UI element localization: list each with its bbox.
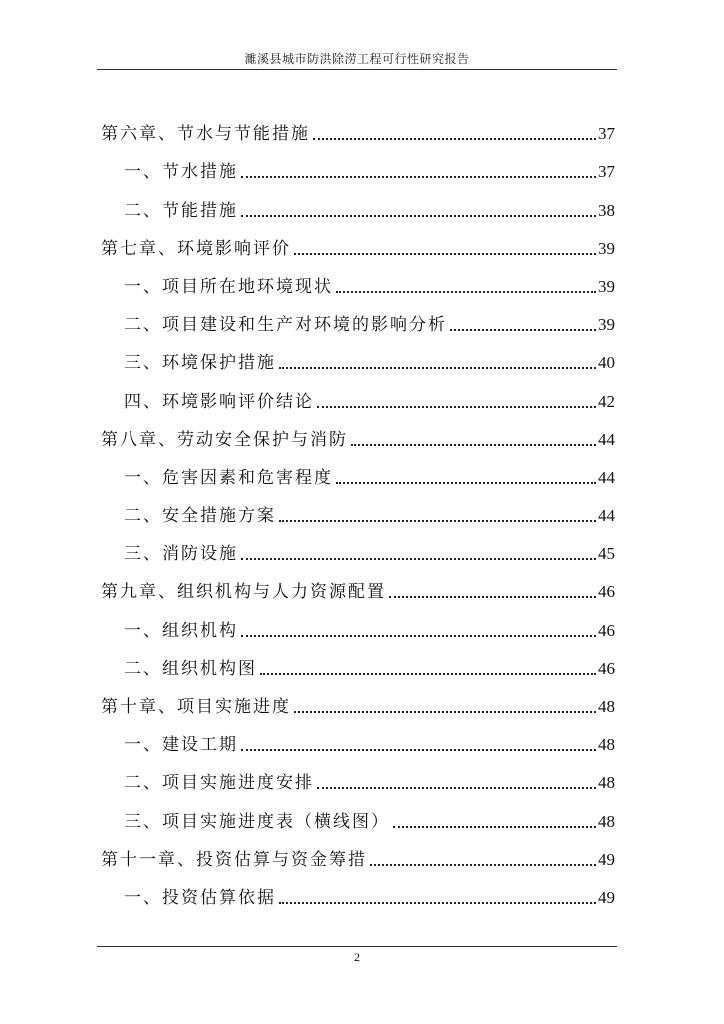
toc-entry-label: 三、消防设施 xyxy=(124,544,238,565)
table-of-contents xyxy=(97,107,615,909)
toc-section-entry[interactable] xyxy=(97,298,615,336)
toc-section-entry[interactable] xyxy=(97,374,615,412)
toc-section-entry[interactable] xyxy=(97,489,615,527)
toc-entry-page: 44 xyxy=(598,467,615,487)
toc-entry-page: 44 xyxy=(598,429,615,449)
toc-section-entry[interactable] xyxy=(97,871,615,909)
toc-dot-leader xyxy=(370,864,596,866)
toc-dot-leader xyxy=(389,596,596,598)
toc-dot-leader xyxy=(241,558,596,560)
toc-entry-page: 37 xyxy=(598,124,615,144)
toc-entry-page: 38 xyxy=(598,200,615,220)
toc-entry-page: 48 xyxy=(598,735,615,755)
toc-entry-label: 第六章、节水与节能措施 xyxy=(101,124,310,145)
toc-dot-leader xyxy=(279,367,596,369)
toc-entry-label: 第七章、环境影响评价 xyxy=(101,238,291,259)
toc-chapter-entry[interactable] xyxy=(97,680,615,718)
toc-entry-page: 49 xyxy=(598,849,615,869)
toc-entry-page: 48 xyxy=(598,697,615,716)
toc-section-entry[interactable] xyxy=(97,145,615,183)
toc-entry-page: 48 xyxy=(598,811,615,831)
running-header: 濉溪县城市防洪除涝工程可行性研究报告 xyxy=(244,52,470,66)
footer-divider xyxy=(97,946,617,947)
toc-section-entry[interactable] xyxy=(97,794,615,832)
toc-dot-leader xyxy=(241,215,596,217)
toc-dot-leader xyxy=(279,520,596,522)
toc-entry-label: 四、环境影响评价结论 xyxy=(124,391,314,412)
toc-entry-page: 46 xyxy=(598,620,615,640)
toc-dot-leader xyxy=(336,291,596,293)
toc-section-entry[interactable] xyxy=(97,603,615,641)
toc-section-entry[interactable] xyxy=(97,183,615,221)
toc-section-entry[interactable] xyxy=(97,451,615,489)
toc-dot-leader xyxy=(317,787,596,789)
toc-entry-label: 一、组织机构 xyxy=(124,620,238,641)
toc-entry-label: 三、环境保护措施 xyxy=(124,353,276,374)
toc-entry-label: 第十一章、投资估算与资金筹措 xyxy=(101,849,367,870)
toc-dot-leader xyxy=(351,444,596,446)
toc-entry-page: 42 xyxy=(598,391,615,411)
toc-entry-label: 二、项目实施进度安排 xyxy=(124,773,314,794)
toc-entry-label: 第九章、组织机构与人力资源配置 xyxy=(101,582,386,603)
toc-entry-label: 二、项目建设和生产对环境的影响分析 xyxy=(124,315,447,336)
toc-chapter-entry[interactable] xyxy=(97,833,615,871)
toc-entry-label: 一、危害因素和危害程度 xyxy=(124,467,333,488)
toc-entry-label: 一、节水措施 xyxy=(124,162,238,183)
toc-entry-label: 第八章、劳动安全保护与消防 xyxy=(101,429,348,450)
toc-dot-leader xyxy=(336,482,596,484)
page-number: 2 xyxy=(354,950,360,964)
toc-entry-label: 二、安全措施方案 xyxy=(124,506,276,527)
toc-dot-leader xyxy=(313,138,596,140)
toc-entry-page: 48 xyxy=(598,773,615,793)
toc-entry-page: 39 xyxy=(598,276,615,296)
toc-chapter-entry[interactable] xyxy=(97,565,615,603)
toc-entry-page: 40 xyxy=(598,353,615,373)
toc-entry-page: 44 xyxy=(598,506,615,526)
toc-entry-label: 三、项目实施进度表（横线图） xyxy=(124,811,390,832)
toc-chapter-entry[interactable] xyxy=(97,107,615,145)
toc-dot-leader xyxy=(294,253,596,255)
toc-dot-leader xyxy=(294,711,596,713)
toc-dot-leader xyxy=(450,329,596,331)
header-divider xyxy=(97,69,617,70)
toc-dot-leader xyxy=(241,176,596,178)
toc-chapter-entry[interactable] xyxy=(97,222,615,260)
toc-entry-label: 一、投资估算依据 xyxy=(124,887,276,908)
toc-entry-page: 37 xyxy=(598,162,615,182)
toc-entry-page: 39 xyxy=(598,238,615,258)
toc-section-entry[interactable] xyxy=(97,642,615,680)
toc-dot-leader xyxy=(279,902,596,904)
toc-section-entry[interactable] xyxy=(97,527,615,565)
toc-entry-page: 49 xyxy=(598,887,615,907)
toc-dot-leader xyxy=(260,673,596,675)
toc-chapter-entry[interactable] xyxy=(97,413,615,451)
toc-section-entry[interactable] xyxy=(97,718,615,756)
toc-entry-label: 二、组织机构图 xyxy=(124,658,257,679)
toc-entry-page: 46 xyxy=(598,582,615,602)
toc-entry-label: 第十章、项目实施进度 xyxy=(101,697,291,717)
toc-entry-page: 46 xyxy=(598,658,615,678)
toc-section-entry[interactable] xyxy=(97,336,615,374)
toc-dot-leader xyxy=(317,406,596,408)
toc-dot-leader xyxy=(241,635,596,637)
toc-entry-page: 45 xyxy=(598,544,615,564)
toc-entry-label: 一、项目所在地环境现状 xyxy=(124,276,333,297)
toc-entry-page: 39 xyxy=(598,315,615,335)
toc-entry-label: 二、节能措施 xyxy=(124,200,238,221)
toc-dot-leader xyxy=(393,826,596,828)
toc-section-entry[interactable] xyxy=(97,260,615,298)
toc-section-entry[interactable] xyxy=(97,756,615,794)
toc-dot-leader xyxy=(241,749,596,751)
toc-entry-label: 一、建设工期 xyxy=(124,735,238,756)
